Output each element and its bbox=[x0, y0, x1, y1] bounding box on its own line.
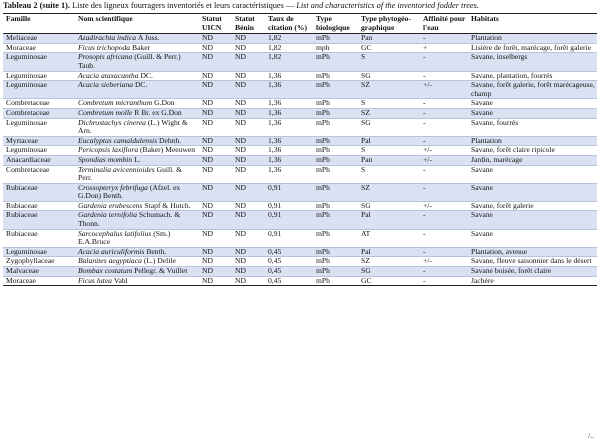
cell-statut-uicn: ND bbox=[202, 117, 213, 127]
cell-statut-uicn: ND bbox=[202, 135, 213, 145]
cell-type-biologique: mPh bbox=[316, 98, 330, 108]
species-author: Vahl bbox=[113, 275, 128, 285]
cell-famille: Leguminosae bbox=[6, 52, 47, 62]
cell-statut-benin: ND bbox=[235, 246, 246, 256]
cell-affinite-eau: - bbox=[423, 164, 426, 174]
cell-type-biologique: mPh bbox=[316, 164, 330, 174]
cell-habitats: Savane bbox=[471, 164, 493, 174]
cell-statut-benin: ND bbox=[235, 117, 246, 127]
cell-type-phytogeographique: AT bbox=[361, 228, 371, 238]
cell-habitats: Savane, plantation, fourrés bbox=[471, 70, 553, 80]
caption-french: Liste des ligneux fourragers inventoriés et leurs caractéristiques — bbox=[70, 1, 297, 10]
cell-affinite-eau: +/- bbox=[423, 154, 432, 164]
cell-type-biologique: mPh bbox=[316, 275, 330, 285]
header-type-biologique: Type biologique bbox=[313, 14, 358, 34]
cell-taux-citation: 0,91 bbox=[268, 182, 282, 192]
cell-taux-citation: 0,91 bbox=[268, 200, 282, 210]
cell-statut-uicn: ND bbox=[202, 275, 213, 285]
cell-type-phytogeographique: S bbox=[361, 98, 366, 108]
cell-nom-scientifique bbox=[75, 183, 199, 201]
species-name: Acacia auriculiformis bbox=[78, 246, 145, 256]
header-habitats: Habitats bbox=[468, 14, 597, 34]
header-type-phytogeographique: Type phytogéo-graphique bbox=[358, 14, 420, 34]
cell-type-biologique: mPh bbox=[316, 256, 330, 266]
cell-famille: Leguminosae bbox=[6, 117, 47, 127]
caption-english: List and characteristics of the inventoried fodder trees. bbox=[296, 1, 479, 10]
cell-taux-citation: 1,36 bbox=[268, 164, 282, 174]
header-nom-scientifique: Nom scientifique bbox=[75, 14, 199, 34]
header-famille: Famille bbox=[3, 14, 75, 34]
species-author: A Juss. bbox=[137, 33, 160, 43]
cell-taux-citation: 0,45 bbox=[268, 266, 282, 276]
cell-type-phytogeographique: SG bbox=[361, 70, 371, 80]
cell-habitats: Savane bbox=[471, 210, 493, 220]
species-author: Schumach. & Thonn. bbox=[78, 210, 181, 229]
cell-affinite-eau: +/- bbox=[423, 80, 432, 90]
species-author: Baker bbox=[132, 42, 151, 52]
cell-affinite-eau: - bbox=[423, 33, 426, 43]
cell-famille: Rubiaceae bbox=[6, 210, 38, 220]
cell-taux-citation: 0,91 bbox=[268, 210, 282, 220]
cell-statut-benin: ND bbox=[235, 275, 246, 285]
cell-habitats: Savane bbox=[471, 107, 493, 117]
cell-statut-benin: ND bbox=[235, 70, 246, 80]
species-author: DC. bbox=[140, 70, 153, 80]
species-name: Acacia sieberiana bbox=[78, 80, 134, 90]
cell-affinite-eau: +/- bbox=[423, 256, 432, 266]
cell-famille: Moraceae bbox=[6, 275, 36, 285]
cell-type-biologique: mPh bbox=[316, 154, 330, 164]
cell-statut-uicn: ND bbox=[202, 145, 213, 155]
cell-statut-benin: ND bbox=[235, 80, 246, 90]
cell-taux-citation: 1,36 bbox=[268, 117, 282, 127]
cell-type-phytogeographique: Pal bbox=[361, 135, 371, 145]
cell-taux-citation: 0,45 bbox=[268, 246, 282, 256]
species-author: (Afzel. ex G.Don) Benth. bbox=[78, 182, 181, 201]
species-author: (L.) Delile bbox=[143, 256, 176, 266]
cell-type-biologique: mPh bbox=[316, 52, 330, 62]
species-name: Spondias mombin bbox=[78, 154, 133, 164]
cell-habitats: Jardin, marécage bbox=[471, 154, 523, 164]
cell-statut-uicn: ND bbox=[202, 52, 213, 62]
cell-famille: Zygophyllaceae bbox=[6, 256, 55, 266]
species-author: Pellegr. & Vuillet bbox=[134, 266, 188, 276]
cell-taux-citation: 0,91 bbox=[268, 228, 282, 238]
cell-taux-citation: 1,36 bbox=[268, 135, 282, 145]
cell-type-biologique: mPh bbox=[316, 182, 330, 192]
cell-statut-benin: ND bbox=[235, 107, 246, 117]
cell-type-biologique: mPh bbox=[316, 145, 330, 155]
cell-affinite-eau: - bbox=[423, 135, 426, 145]
cell-affinite-eau: + bbox=[423, 42, 428, 52]
table-body bbox=[3, 34, 597, 286]
cell-type-phytogeographique: GC bbox=[361, 42, 372, 52]
cell-taux-citation: 1,36 bbox=[268, 70, 282, 80]
cell-habitats: Savane bbox=[471, 98, 493, 108]
cell-affinite-eau: - bbox=[423, 182, 426, 192]
cell-habitats: Savane boisée, forêt claire bbox=[471, 266, 552, 276]
cell-affinite-eau: - bbox=[423, 107, 426, 117]
cell-habitats: Savane, forêt galerie, forêt marécageuse, champ bbox=[471, 80, 595, 98]
cell-affinite-eau: +/- bbox=[423, 145, 432, 155]
cell-famille: Anacardiaceae bbox=[6, 154, 51, 164]
cell-famille: Combretaceae bbox=[6, 164, 50, 174]
header-taux-citation: Taux de citation (%) bbox=[265, 14, 313, 34]
cell-taux-citation: 1,82 bbox=[268, 42, 282, 52]
cell-statut-benin: ND bbox=[235, 266, 246, 276]
cell-type-phytogeographique: SG bbox=[361, 266, 371, 276]
cell-habitats: Savane, inselbergs bbox=[471, 52, 528, 62]
cell-statut-benin: ND bbox=[235, 164, 246, 174]
table-row bbox=[3, 276, 597, 286]
cell-statut-uicn: ND bbox=[202, 246, 213, 256]
header-statut-benin: Statut Bénin bbox=[232, 14, 265, 34]
table-row bbox=[3, 81, 597, 99]
cell-statut-benin: ND bbox=[235, 52, 246, 62]
species-name: Acacia ataxacantha bbox=[78, 70, 139, 80]
cell-type-biologique: mPh bbox=[316, 135, 330, 145]
cell-statut-benin: ND bbox=[235, 256, 246, 266]
table-row bbox=[3, 211, 597, 229]
cell-statut-uicn: ND bbox=[202, 42, 213, 52]
cell-type-biologique: mPh bbox=[316, 107, 330, 117]
cell-affinite-eau: - bbox=[423, 246, 426, 256]
cell-nom-scientifique bbox=[75, 211, 199, 229]
cell-statut-uicn: ND bbox=[202, 266, 213, 276]
cell-famille: Rubiaceae bbox=[6, 182, 38, 192]
cell-famille: Leguminosae bbox=[6, 246, 47, 256]
cell-type-phytogeographique: Pal bbox=[361, 210, 371, 220]
fodder-trees-table bbox=[3, 13, 597, 286]
cell-affinite-eau: - bbox=[423, 266, 426, 276]
table-row bbox=[3, 229, 597, 247]
species-name: Balanites aegyptiaca bbox=[78, 256, 142, 266]
cell-habitats: Savane, fourrés bbox=[471, 117, 519, 127]
cell-statut-benin: ND bbox=[235, 154, 246, 164]
table-caption bbox=[3, 1, 597, 11]
cell-statut-uicn: ND bbox=[202, 182, 213, 192]
table-row bbox=[3, 165, 597, 183]
cell-taux-citation: 0,45 bbox=[268, 256, 282, 266]
cell-habitats: Savane, forêt claire ripicole bbox=[471, 145, 555, 155]
species-name: Bombax costatum bbox=[78, 266, 133, 276]
cell-nom-scientifique bbox=[75, 276, 199, 286]
species-name: Ficus trichopoda bbox=[78, 42, 131, 52]
cell-statut-uicn: ND bbox=[202, 98, 213, 108]
table-row bbox=[3, 53, 597, 71]
cell-type-phytogeographique: Pan bbox=[361, 154, 373, 164]
cell-statut-uicn: ND bbox=[202, 70, 213, 80]
species-name: Azadirachta indica bbox=[78, 33, 137, 43]
cell-habitats: Plantation, avenue bbox=[471, 246, 528, 256]
header-affinite-eau: Affinité pour l'eau bbox=[420, 14, 468, 34]
cell-type-biologique: mPh bbox=[316, 200, 330, 210]
cell-statut-benin: ND bbox=[235, 182, 246, 192]
species-name: Combretum micranthum bbox=[78, 98, 153, 108]
cell-affinite-eau: - bbox=[423, 210, 426, 220]
cell-nom-scientifique bbox=[75, 81, 199, 99]
cell-statut-uicn: ND bbox=[202, 228, 213, 238]
species-author: Benth. bbox=[146, 246, 167, 256]
cell-statut-uicn: ND bbox=[202, 200, 213, 210]
species-author: (Sm.) E.A.Bruce bbox=[78, 228, 171, 247]
cell-type-phytogeographique: SZ bbox=[361, 107, 370, 117]
cell-famille: Malvaceae bbox=[6, 266, 39, 276]
species-name: Prosopis africana bbox=[78, 52, 133, 62]
species-name: Combretum molle bbox=[78, 107, 133, 117]
cell-statut-benin: ND bbox=[235, 42, 246, 52]
species-author: Dehnh. bbox=[159, 135, 182, 145]
cell-affinite-eau: - bbox=[423, 52, 426, 62]
species-author: G.Don bbox=[154, 98, 175, 108]
cell-famille: Rubiaceae bbox=[6, 228, 38, 238]
species-author: (L.) Wight & Arn. bbox=[78, 117, 188, 136]
cell-habitats: Plantation bbox=[471, 135, 502, 145]
cell-statut-uicn: ND bbox=[202, 154, 213, 164]
cell-type-phytogeographique: S bbox=[361, 164, 366, 174]
species-name: Gardenia ternifolia bbox=[78, 210, 137, 220]
cell-habitats: Savane bbox=[471, 182, 493, 192]
species-name: Gardenia erubescens bbox=[78, 200, 143, 210]
cell-famille: Myrtaceae bbox=[6, 135, 39, 145]
cell-nom-scientifique bbox=[75, 229, 199, 247]
cell-type-biologique: mPh bbox=[316, 70, 330, 80]
cell-statut-benin: ND bbox=[235, 33, 246, 43]
species-author: (Guill. & Perr.) Taub. bbox=[78, 52, 181, 70]
caption-label: Tableau 2 (suite 1). bbox=[3, 1, 70, 10]
species-author: R Br. ex G.Don bbox=[134, 107, 182, 117]
cell-nom-scientifique bbox=[75, 165, 199, 183]
species-name: Pericopsis laxiflora bbox=[78, 145, 139, 155]
cell-habitats: Savane, fleuve saisonnier dans le désert bbox=[471, 256, 592, 266]
cell-type-phytogeographique: S bbox=[361, 145, 366, 155]
cell-type-phytogeographique: SG bbox=[361, 200, 371, 210]
cell-type-phytogeographique: GC bbox=[361, 275, 372, 285]
cell-statut-uicn: ND bbox=[202, 33, 213, 43]
cell-taux-citation: 1,36 bbox=[268, 80, 282, 90]
cell-statut-benin: ND bbox=[235, 228, 246, 238]
cell-taux-citation: 1,82 bbox=[268, 52, 282, 62]
cell-statut-uicn: ND bbox=[202, 80, 213, 90]
cell-type-biologique: mPh bbox=[316, 228, 330, 238]
cell-type-phytogeographique: Pal bbox=[361, 246, 371, 256]
cell-affinite-eau: - bbox=[423, 228, 426, 238]
cell-affinite-eau: +/- bbox=[423, 200, 432, 210]
cell-type-phytogeographique: S bbox=[361, 52, 366, 62]
header-statut-uicn: Statut UICN bbox=[199, 14, 232, 34]
cell-type-biologique: mPh bbox=[316, 246, 330, 256]
cell-type-biologique: mPh bbox=[316, 80, 330, 90]
species-author: Guill. & Perr. bbox=[78, 164, 182, 183]
cell-habitats: Savane bbox=[471, 228, 493, 238]
cell-famille: Leguminosae bbox=[6, 80, 47, 90]
cell-habitats: Plantation bbox=[471, 33, 502, 43]
cell-taux-citation: 1,82 bbox=[268, 33, 282, 43]
cell-affinite-eau: - bbox=[423, 98, 426, 108]
cell-type-biologique: mph bbox=[316, 42, 330, 52]
cell-nom-scientifique bbox=[75, 53, 199, 71]
cell-type-phytogeographique: Pan bbox=[361, 33, 373, 43]
cell-famille: Combretaceae bbox=[6, 98, 50, 108]
cell-habitats: Jachère bbox=[471, 275, 494, 285]
cell-statut-benin: ND bbox=[235, 145, 246, 155]
cell-affinite-eau: - bbox=[423, 70, 426, 80]
species-name: Terminalia avicennioides bbox=[78, 164, 155, 174]
table-row bbox=[3, 183, 597, 201]
cell-habitats: Lisière de forêt, marécage, forêt galerie bbox=[471, 42, 591, 52]
cell-famille: Leguminosae bbox=[6, 145, 47, 155]
species-name: Dichrostachys cinerea bbox=[78, 117, 146, 127]
cell-type-biologique: mPh bbox=[316, 33, 330, 43]
cell-affinite-eau: - bbox=[423, 117, 426, 127]
cell-habitats: Savane, forêt galerie bbox=[471, 200, 534, 210]
cell-famille: Rubiaceae bbox=[6, 200, 38, 210]
cell-famille: Combretaceae bbox=[6, 107, 50, 117]
cell-statut-uicn: ND bbox=[202, 210, 213, 220]
cell-taux-citation: 1,36 bbox=[268, 145, 282, 155]
species-author: (Baker) Meeuwen bbox=[140, 145, 196, 155]
cell-taux-citation: 1,36 bbox=[268, 107, 282, 117]
cell-statut-benin: ND bbox=[235, 135, 246, 145]
species-name: Sarcocephalus latifolius bbox=[78, 228, 152, 238]
cell-famille: Moraceae bbox=[6, 42, 36, 52]
cell-statut-benin: ND bbox=[235, 200, 246, 210]
cell-statut-benin: ND bbox=[235, 98, 246, 108]
table-row bbox=[3, 118, 597, 136]
cell-statut-uicn: ND bbox=[202, 107, 213, 117]
species-name: Crossopteryx febrifuga bbox=[78, 182, 148, 192]
cell-taux-citation: 1,36 bbox=[268, 98, 282, 108]
cell-statut-uicn: ND bbox=[202, 164, 213, 174]
cell-type-phytogeographique: SZ bbox=[361, 80, 370, 90]
cell-statut-benin: ND bbox=[235, 210, 246, 220]
cell-type-biologique: mPh bbox=[316, 266, 330, 276]
species-author: L. bbox=[134, 154, 141, 164]
cell-affinite-eau: - bbox=[423, 275, 426, 285]
cell-type-phytogeographique: SZ bbox=[361, 182, 370, 192]
cell-famille: Meliaceae bbox=[6, 33, 38, 43]
continuation-mark: /.. bbox=[588, 431, 594, 440]
table-header-row bbox=[3, 14, 597, 34]
cell-type-phytogeographique: SZ bbox=[361, 256, 370, 266]
species-name: Ficus lutea bbox=[78, 275, 112, 285]
cell-taux-citation: 0,45 bbox=[268, 275, 282, 285]
cell-nom-scientifique bbox=[75, 118, 199, 136]
cell-type-biologique: mPh bbox=[316, 117, 330, 127]
cell-statut-uicn: ND bbox=[202, 256, 213, 266]
cell-famille: Leguminosae bbox=[6, 70, 47, 80]
cell-taux-citation: 1,36 bbox=[268, 154, 282, 164]
cell-type-phytogeographique: SG bbox=[361, 117, 371, 127]
species-author: Stapf & Hutch. bbox=[144, 200, 191, 210]
species-author: DC. bbox=[134, 80, 148, 90]
cell-type-biologique: mPh bbox=[316, 210, 330, 220]
species-name: Eucalyptus camaldulensis bbox=[78, 135, 158, 145]
